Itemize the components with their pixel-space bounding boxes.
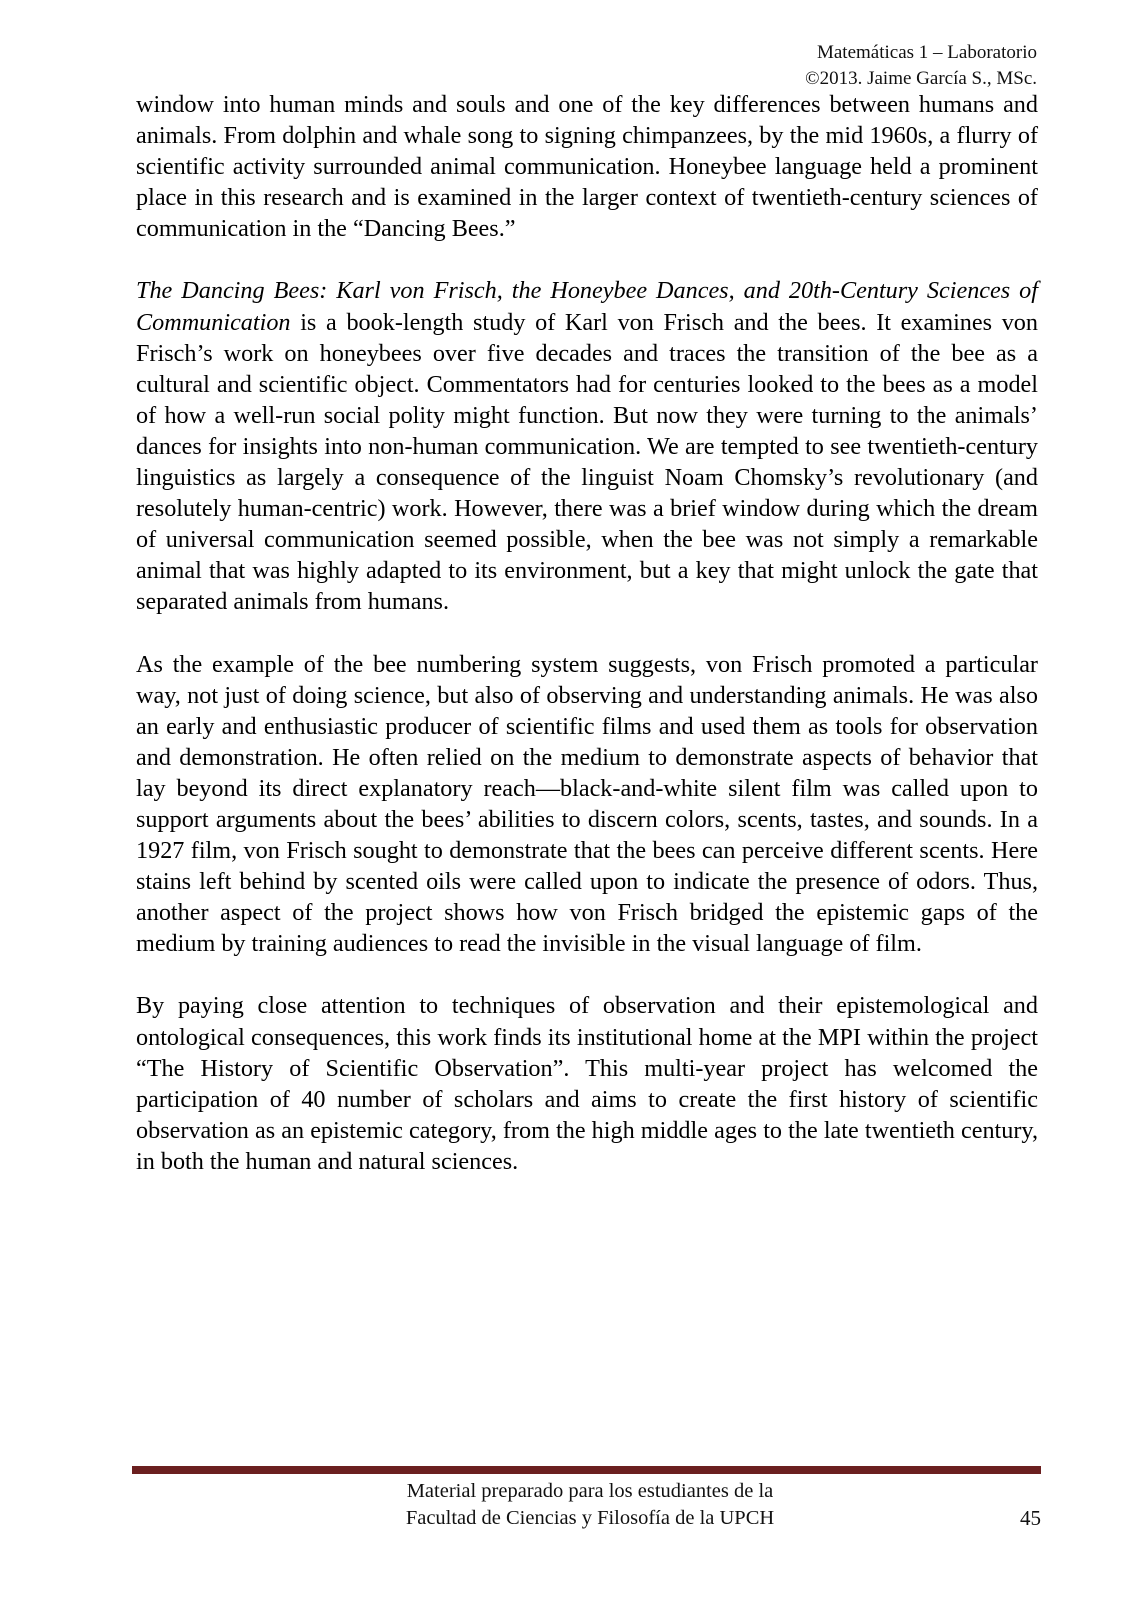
paragraph-2-text: is a book-length study of Karl von Frisch and the bees. It examines von Frisch’s work on honeybees over five decades and traces the transition of the bee as a cultural and scientific object. Commentators had for centuries looked to the bees as a model of how a well-run social polity might function. But now they were turning to the animals’ dances for insights into non-human communication. We are tempted to see twentieth-century linguistics as largely a consequence of the linguist Noam Chomsky’s revolutionary (and resolutely human-centric) work. However, there was a brief window during which the dream of universal communication seemed possible, when the bee was not simply a remarkable animal that was highly adapted to its environment, but a key that might unlock the gate that separated animals from humans. (136, 308, 1038, 616)
footer-divider (132, 1466, 1041, 1474)
header-course-title: Matemáticas 1 – Laboratorio (816, 42, 1037, 63)
book-title: The Dancing Bees: Karl von Frisch, the Honeybee Dances, and 20th-Century Sciences of Communication (136, 277, 1038, 336)
paragraph-1: window into human minds and souls and one of the key differences between humans and animals. From dolphin and whale song to signing chimpanzees, by the mid 1960s, a flurry of scientific activity surrounded animal communication. Honeybee language held a prominent place in this research and is examined in the larger context of twentieth-century sciences of communication in the “Dancing Bees.” (136, 91, 1038, 243)
paragraph-3: As the example of the bee numbering system suggests, von Frisch promoted a particular way, not just of doing science, but also of observing and understanding animals. He was also an early and enthusiastic producer of scientific films and used them as tools for observation and demonstration. He often relied on the medium to demonstrate aspects of behavior that lay beyond its direct explanatory reach—black-and-white silent film was called upon to support arguments about the bees’ abilities to discern colors, scents, tastes, and sounds. In a 1927 film, von Frisch sought to demonstrate that the bees can perceive different scents. Here stains left behind by scented oils were called upon to indicate the presence of odors. Thus, another aspect of the project shows how von Frisch bridged the epistemic gaps of the medium by training audiences to read the invisible in the visual language of film. (136, 650, 1038, 958)
paragraph-2 (136, 275, 1038, 617)
page-number: 45 (1020, 1506, 1041, 1530)
document-body (136, 89, 1038, 1177)
page-footer (380, 1478, 800, 1532)
paragraph-4: By paying close attention to techniques of observation and their epistemological and ontological consequences, this work finds its institutional home at the MPI within the project “The History of Scientific Observation”. This multi-year project has welcomed the participation of 40 number of scholars and aims to create the first history of scientific observation as an epistemic category, from the high middle ages to the late twentieth century, in both the human and natural sciences. (136, 992, 1038, 1175)
footer-line-2: Facultad de Ciencias y Filosofía de la UPCH (405, 1507, 775, 1529)
header-copyright: ©2013. Jaime García S., MSc. (805, 68, 1037, 89)
footer-line-1: Material preparado para los estudiantes de la (406, 1480, 774, 1502)
page-header (805, 40, 1037, 92)
